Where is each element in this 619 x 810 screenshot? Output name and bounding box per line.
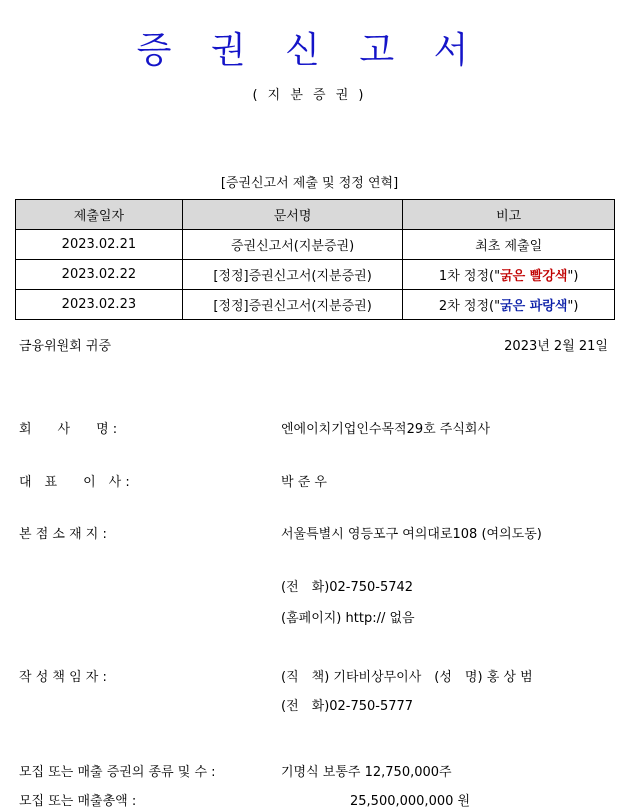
- cell-note: [403, 260, 615, 290]
- cell-document: 증권신고서(지분증권): [182, 230, 403, 260]
- cell-date: 2023.02.23: [16, 290, 183, 320]
- hq-address-label: 본 점 소 재 지 :: [19, 527, 107, 542]
- hq-homepage: (홈페이지) http:// 없음: [281, 611, 415, 626]
- company-name-label: 회 사 명 :: [19, 422, 118, 437]
- note-text: 최초 제출일: [475, 239, 543, 254]
- filing-date: 2023년 2월 21일: [504, 339, 608, 354]
- preparer-label: 작 성 책 임 자 :: [19, 670, 107, 685]
- offering-type-label: 모집 또는 매출 증권의 종류 및 수 :: [19, 765, 216, 780]
- history-table-title: [증권신고서 제출 및 정정 연혁]: [220, 176, 399, 191]
- preparer-position-name: (직 책) 기타비상무이사 (성 명) 홍 상 범: [281, 670, 533, 685]
- cell-date: 2023.02.22: [16, 260, 183, 290]
- table-row: [16, 290, 615, 320]
- document-title: 증 권 신 고 서: [136, 30, 483, 71]
- company-name-value: 엔에이치기업인수목적29호 주식회사: [281, 422, 491, 437]
- preparer-phone: (전 화)02-750-5777: [281, 699, 414, 714]
- cell-date: 2023.02.21: [16, 230, 183, 260]
- ceo-label: 대 표 이 사 :: [19, 475, 130, 490]
- hq-phone: (전 화)02-750-5742: [281, 580, 414, 595]
- document-subtitle: ( 지 분 증 권 ): [252, 88, 367, 103]
- table-row: [16, 230, 615, 260]
- note-highlight-blue: 굵은 파랑색: [500, 299, 568, 314]
- column-header-note: 비고: [403, 200, 615, 230]
- hq-address-value: 서울특별시 영등포구 여의대로108 (여의도동): [281, 527, 542, 542]
- cell-document: [정정]증권신고서(지분증권): [182, 290, 403, 320]
- note-highlight-red: 굵은 빨강색: [500, 269, 568, 284]
- column-header-date: 제출일자: [16, 200, 183, 230]
- cell-note: [403, 290, 615, 320]
- column-header-document: 문서명: [182, 200, 403, 230]
- cell-document: [정정]증권신고서(지분증권): [182, 260, 403, 290]
- recipient: 금융위원회 귀중: [19, 339, 112, 354]
- offering-total-label: 모집 또는 매출총액 :: [19, 794, 137, 809]
- revision-history-table: [15, 199, 615, 320]
- note-text-end: "): [567, 299, 579, 314]
- offering-type-value: 기명식 보통주 12,750,000주: [281, 765, 452, 780]
- cell-note: [403, 230, 615, 260]
- table-header-row: [16, 200, 615, 230]
- table-row: [16, 260, 615, 290]
- ceo-value: 박 준 우: [281, 475, 327, 490]
- note-text-end: "): [567, 269, 579, 284]
- offering-total-value: 25,500,000,000 원: [350, 794, 471, 809]
- note-text: 2차 정정(": [438, 299, 501, 314]
- note-text: 1차 정정(": [438, 269, 501, 284]
